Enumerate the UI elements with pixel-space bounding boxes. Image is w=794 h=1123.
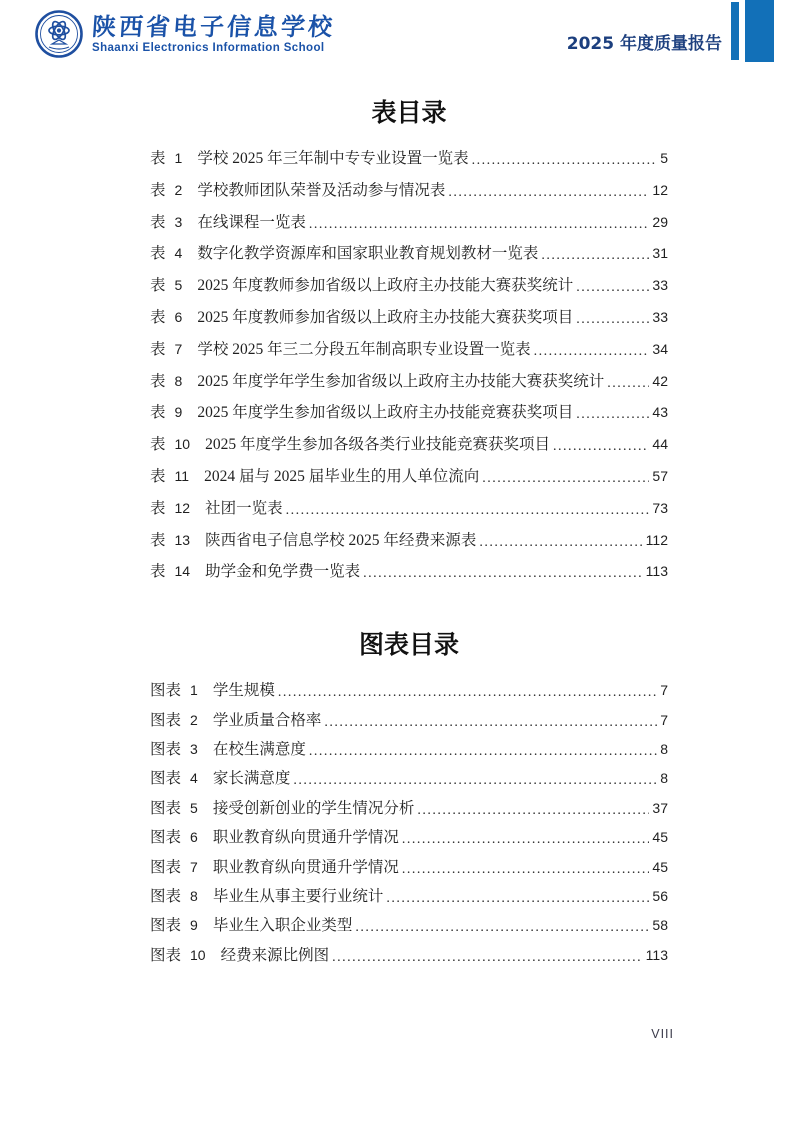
toc-entry-page: 113 [645,563,668,580]
toc-entry-title: 职业教育纵向贯通升学情况 [212,858,399,876]
toc-entry-number: 14 [174,563,191,580]
report-title: 2025 年度质量报告 [566,34,722,54]
page-header [0,0,794,80]
toc-entry-title: 学校教师团队荣誉及活动参与情况表 [197,181,446,199]
toc-entry[interactable] [150,737,668,766]
toc-entry-label: 表 [150,499,166,517]
toc-entry-number: 3 [190,740,198,757]
toc-entry-page: 33 [652,277,668,294]
school-name-zh: 陕西省电子信息学校 [91,13,336,41]
dot-leader [479,533,642,549]
toc-entry-title: 学业质量合格率 [212,711,322,729]
toc-entry-title: 职业教育纵向贯通升学情况 [212,829,399,847]
toc-entry[interactable] [150,884,668,913]
toc-content [0,97,794,972]
toc-entry-number: 2 [174,181,183,198]
toc-entry[interactable] [150,825,668,854]
toc-entry-title: 2025 年度学年学生参加省级以上政府主办技能大赛获奖统计 [197,372,605,390]
toc-entry-label: 表 [150,181,166,199]
toc-entry-number: 1 [190,682,198,699]
dot-leader [534,342,650,358]
toc-entry-label: 图表 [150,829,182,847]
toc-entry-title: 社团一览表 [205,499,283,517]
toc-entry-label: 表 [150,372,166,390]
dot-leader [309,742,657,758]
toc-entry-title: 毕业生从事主要行业统计 [212,887,384,905]
toc-entry[interactable] [150,210,668,242]
toc-entry[interactable] [150,337,668,369]
toc-entry-title: 家长满意度 [212,770,291,788]
toc-entry-label: 图表 [150,770,182,788]
toc-entry-page: 45 [652,858,668,875]
toc-entry-label: 表 [150,308,166,326]
toc-entry-label: 图表 [150,887,182,905]
toc-entry-label: 图表 [150,917,182,935]
toc-entry-number: 12 [174,499,191,516]
toc-entry-number: 8 [190,887,198,904]
toc-entry-number: 2 [190,711,198,728]
toc-entry-number: 7 [190,858,198,875]
dot-leader [286,501,650,517]
page-number: VIII [651,1027,674,1041]
toc-entry-title: 数字化教学资源库和国家职业教育规划教材一览表 [197,245,539,263]
header-accent-bar-wide [745,0,774,62]
toc-entry-number: 10 [174,436,191,453]
dot-leader [472,151,658,167]
toc-entry-label: 图表 [150,946,182,964]
school-logo [35,10,335,58]
toc-entry-page: 56 [652,887,668,904]
dot-leader [355,918,649,934]
toc-entry-label: 表 [150,150,166,167]
toc-entry-title: 毕业生入职企业类型 [212,917,353,935]
dot-leader [448,183,649,199]
toc-entry-label: 图表 [150,711,182,729]
toc-entry[interactable] [150,528,668,560]
toc-entry-page: 58 [652,917,668,934]
toc-entry-title: 接受创新创业的学生情况分析 [212,799,415,817]
dot-leader [363,564,643,580]
toc-entry-page: 8 [660,770,668,787]
toc-entry-label: 表 [150,340,166,358]
toc-entry[interactable] [150,432,668,464]
toc-entry-number: 6 [190,829,198,846]
toc-entry[interactable] [150,913,668,942]
dot-leader [386,889,649,905]
toc-entry[interactable] [150,273,668,305]
toc-entry-title: 2024 届与 2025 届毕业生的用人单位流向 [204,467,480,485]
toc-entry[interactable] [150,305,668,337]
toc-entry-title: 在线课程一览表 [197,213,306,231]
toc-entry-number: 5 [190,799,198,816]
dot-leader [607,374,649,390]
dot-leader [332,948,643,964]
toc-entry-page: 57 [652,467,668,484]
dot-leader [402,860,650,876]
toc-entry[interactable] [150,559,668,591]
toc-entry-label: 表 [150,213,166,231]
toc-entry-page: 7 [660,711,668,728]
tables-toc-title: 表目录 [371,98,447,127]
toc-entry-label: 表 [150,245,166,263]
header-accent-bar-narrow [731,2,739,60]
toc-entry[interactable] [150,464,668,496]
toc-entry-page: 43 [652,404,668,421]
toc-entry-page: 12 [652,181,668,198]
toc-entry-page: 5 [660,150,668,166]
toc-entry-label: 图表 [150,799,182,817]
toc-entry-label: 表 [150,467,166,485]
dot-leader [293,771,657,787]
school-name-en: Shaanxi Electronics Information School [92,42,325,54]
toc-entry-page: 44 [652,436,668,453]
toc-entry-number: 10 [190,946,206,963]
toc-entry-label: 图表 [150,858,182,876]
toc-entry[interactable] [150,678,668,707]
toc-entry-page: 7 [660,682,668,699]
toc-entry[interactable] [150,855,668,884]
toc-entry-title: 学校 2025 年三二分段五年制高职专业设置一览表 [197,340,531,358]
toc-entry-page: 8 [660,740,668,757]
dot-leader [576,278,649,294]
toc-entry-page: 113 [645,946,668,963]
toc-entry-page: 112 [645,531,668,548]
toc-entry-number: 1 [174,150,183,166]
toc-entry[interactable] [150,708,668,737]
toc-entry[interactable] [150,146,668,178]
toc-entry-label: 表 [150,531,166,549]
toc-entry-title: 经费来源比例图 [220,946,330,964]
toc-entry-title: 2025 年度教师参加省级以上政府主办技能大赛获奖统计 [197,277,574,295]
toc-entry-title: 在校生满意度 [212,740,306,758]
toc-entry-page: 42 [652,372,668,389]
toc-entry-page: 33 [652,308,668,325]
toc-entry-number: 9 [174,404,183,421]
toc-entry-number: 3 [174,213,183,230]
toc-entry-title: 学生规模 [212,682,275,700]
toc-entry-page: 37 [652,799,668,816]
toc-entry[interactable] [150,796,668,825]
toc-entry-page: 34 [652,340,668,357]
toc-entry[interactable] [150,496,668,528]
toc-entry-number: 7 [174,340,183,357]
toc-entry-number: 8 [174,372,183,389]
dot-leader [402,830,650,846]
toc-entry-page: 29 [652,213,668,230]
toc-entry-number: 6 [174,308,183,325]
toc-entry-title: 2025 年度学生参加省级以上政府主办技能竞赛获奖项目 [197,404,574,422]
toc-entry-label: 表 [150,563,166,581]
toc-entry-number: 13 [174,531,191,548]
dot-leader [324,713,657,729]
toc-entry-page: 45 [652,829,668,846]
dot-leader [576,310,649,326]
toc-entry-label: 图表 [150,740,182,758]
dot-leader [576,405,649,421]
toc-entry-label: 表 [150,404,166,422]
dot-leader [417,801,649,817]
toc-entry-number: 4 [190,770,198,787]
toc-entry[interactable] [150,178,668,210]
school-name-block [92,10,335,54]
toc-entry-title: 学校 2025 年三年制中专专业设置一览表 [197,150,469,167]
dot-leader [553,437,649,453]
toc-entry-number: 5 [174,277,183,294]
toc-entry-label: 表 [150,436,166,454]
dot-leader [278,683,657,699]
charts-toc-title: 图表目录 [358,630,459,660]
toc-entry-number: 4 [174,245,183,262]
toc-entry-page: 73 [652,499,668,516]
tables-toc-list [150,146,668,591]
toc-entry[interactable] [150,400,668,432]
charts-toc-list [150,678,668,972]
toc-entry[interactable] [150,369,668,401]
toc-entry-label: 图表 [150,682,182,700]
toc-entry-label: 表 [150,277,166,295]
toc-entry-number: 11 [174,467,190,484]
toc-entry-title: 助学金和免学费一览表 [205,563,361,581]
toc-entry-title: 陕西省电子信息学校 2025 年经费来源表 [205,531,477,549]
toc-entry-title: 2025 年度教师参加省级以上政府主办技能大赛获奖项目 [197,308,574,326]
toc-entry-title: 2025 年度学生参加各级各类行业技能竞赛获奖项目 [205,436,550,454]
toc-entry[interactable] [150,241,668,273]
toc-entry[interactable] [150,943,668,972]
school-emblem-icon [35,10,83,58]
toc-entry-page: 31 [652,245,668,262]
dot-leader [482,469,649,485]
toc-entry[interactable] [150,766,668,795]
dot-leader [309,215,650,231]
toc-entry-number: 9 [190,917,198,934]
dot-leader [541,246,649,262]
